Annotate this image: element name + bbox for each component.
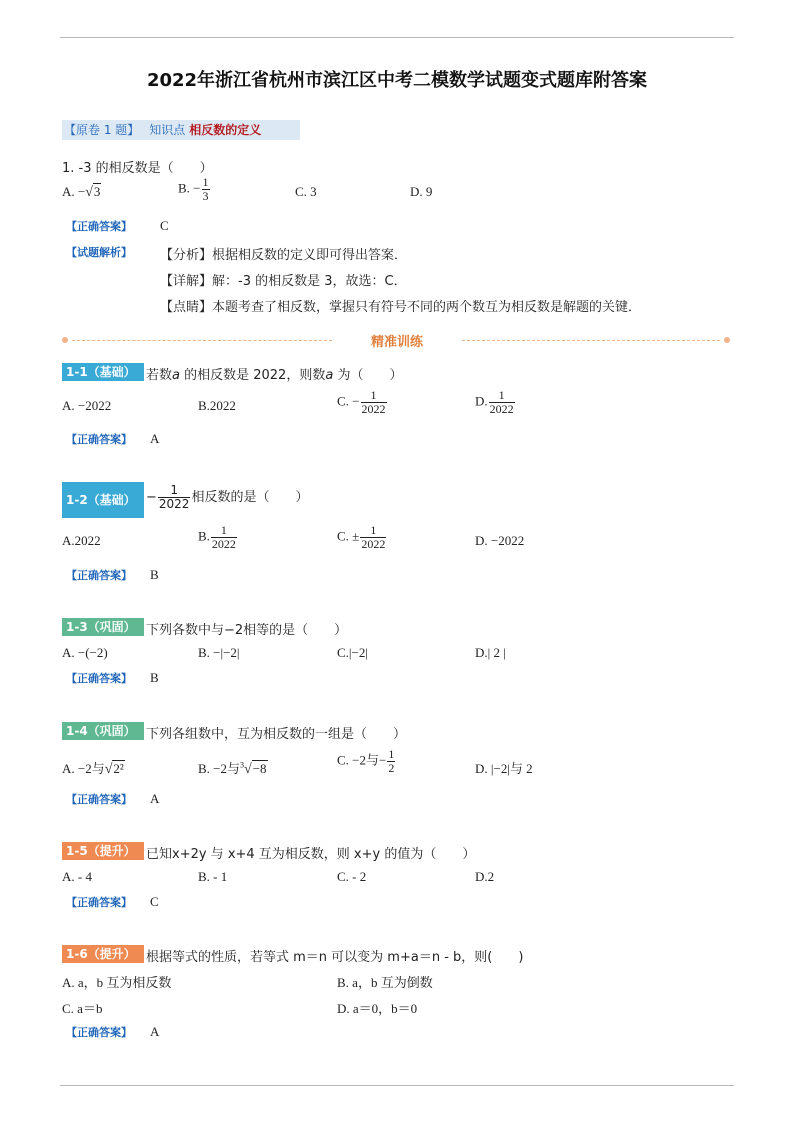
problem-question: 根据等式的性质，若等式 m＝n 可以变为 m+a＝n - b，则( )	[146, 950, 524, 965]
option-d: D. $\frac{1}{2022}$	[475, 388, 514, 416]
option-c: C. - 2	[337, 869, 367, 884]
original-question: 1. -3 的相反数是（ ）	[62, 161, 213, 176]
knowledge-label: 知识点	[149, 123, 186, 137]
fraction: $\frac{1}{2022}$	[158, 483, 190, 511]
top-rule	[60, 37, 734, 38]
section-title: 精准训练	[370, 335, 423, 350]
fraction: $\frac{1}{2022}$	[361, 523, 386, 551]
original-option-d: D. 9	[410, 184, 433, 199]
analysis-line-3: 【点睛】本题考查了相反数，掌握只有符号不同的两个数互为相反数是解题的关键．	[160, 300, 642, 315]
problem-question: 下列各数中与−2相等的是（ ）	[146, 623, 348, 638]
original-answer: C	[160, 218, 169, 233]
answer-label: 【正确答案】	[66, 1026, 132, 1039]
problem-badge: 1-4（巩固）	[62, 722, 144, 740]
bottom-rule	[60, 1085, 734, 1086]
original-answer-label: 【正确答案】	[66, 220, 132, 233]
fraction: $\frac{1}{2}$	[388, 747, 395, 775]
option-c: C. − $\frac{1}{2022}$	[337, 388, 386, 416]
original-option-c: C. 3	[295, 184, 317, 199]
problem-question: 若数a 的相反数是 2022，则数a 为（ ）	[146, 368, 403, 383]
answer-value: A	[150, 791, 160, 806]
analysis-label: 【试题解析】	[66, 246, 132, 259]
page-title: 2022年浙江省杭州市滨江区中考二模数学试题变式题库附答案	[146, 70, 648, 91]
option-c: C. ± $\frac{1}{2022}$	[337, 523, 386, 551]
answer-label: 【正确答案】	[66, 896, 132, 909]
option-b: B. −2与$^3$√−8	[198, 760, 267, 777]
original-question-bar	[62, 120, 300, 140]
option-d: D. |−2|与 2	[475, 761, 533, 776]
option-a: A.2022	[62, 533, 101, 548]
answer-value: B	[150, 670, 159, 685]
answer-value: A	[150, 431, 160, 446]
original-tag: 【原卷 1 题】	[64, 123, 140, 137]
option-d: D. −2022	[475, 533, 525, 548]
option-b: B. a，b 互为倒数	[337, 975, 433, 990]
problem-badge: 1-1（基础）	[62, 363, 144, 381]
answer-value: C	[150, 894, 159, 909]
divider-dot	[724, 337, 730, 343]
problem-question: − $\frac{1}{2022}$ 相反数的是（ ）	[146, 483, 309, 511]
option-b: B. $\frac{1}{2022}$	[198, 523, 236, 551]
fraction: $\frac{1}{2022}$	[489, 388, 514, 416]
option-a: A. a，b 互为相反数	[62, 975, 172, 990]
analysis-line-2: 【详解】解：-3 的相反数是 3，故选：C．	[160, 274, 407, 289]
option-b: B. - 1	[198, 869, 228, 884]
answer-label: 【正确答案】	[66, 569, 132, 582]
option-b: B. −|−2|	[198, 645, 240, 660]
original-option-a: A. −√3	[62, 184, 101, 200]
option-a: A. −2022	[62, 398, 112, 413]
option-a: A. −2与√2²	[62, 761, 124, 777]
option-b: B.2022	[198, 398, 236, 413]
problem-badge: 1-6（提升）	[62, 945, 144, 963]
divider-line-right	[462, 340, 720, 341]
section-divider	[60, 330, 734, 350]
original-option-b: B. − $\frac{1}{3}$	[178, 175, 209, 203]
answer-value: A	[150, 1024, 160, 1039]
option-c: C. −2与− $\frac{1}{2}$	[337, 747, 395, 775]
fraction: $\frac{1}{2022}$	[211, 523, 236, 551]
option-c: C. a＝b	[62, 1001, 103, 1016]
option-c: C.|−2|	[337, 645, 368, 660]
problem-badge: 1-2（基础）	[62, 482, 144, 518]
answer-label: 【正确答案】	[66, 433, 132, 446]
problem-question: 下列各组数中，互为相反数的一组是（ ）	[146, 727, 407, 742]
fraction: $\frac{1}{2022}$	[361, 388, 386, 416]
problem-badge: 1-5（提升）	[62, 842, 144, 860]
knowledge-name: 相反数的定义	[189, 123, 262, 137]
answer-label: 【正确答案】	[66, 672, 132, 685]
fraction: $\frac{1}{3}$	[202, 175, 209, 203]
option-d: D. a＝0，b＝0	[337, 1001, 418, 1016]
answer-label: 【正确答案】	[66, 793, 132, 806]
option-d: D.2	[475, 869, 495, 884]
problem-badge: 1-3（巩固）	[62, 618, 144, 636]
option-d: D.| 2 |	[475, 645, 506, 660]
analysis-line-1: 【分析】根据相反数的定义即可得出答案．	[160, 248, 408, 263]
option-a: A. −(−2)	[62, 645, 108, 660]
problem-question: 已知x+2y 与 x+4 互为相反数，则 x+y 的值为（ ）	[146, 847, 476, 862]
answer-value: B	[150, 567, 159, 582]
option-a: A. - 4	[62, 869, 92, 884]
